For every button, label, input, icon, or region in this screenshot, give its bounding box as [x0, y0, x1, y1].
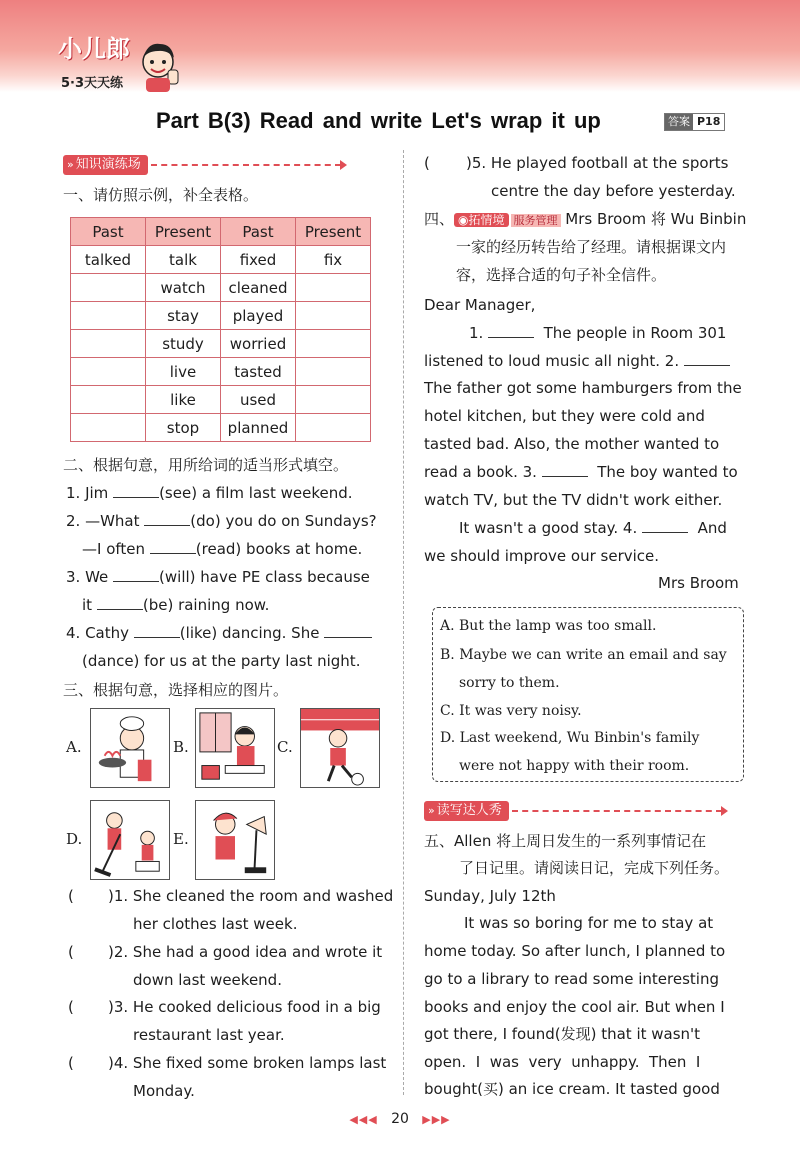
table-row — [71, 274, 371, 302]
table-cell[interactable] — [296, 330, 371, 358]
left-triangles-icon: ◀◀◀ — [349, 1113, 378, 1126]
paren[interactable]: ( — [68, 887, 74, 905]
section-knowledge — [63, 154, 341, 176]
paren[interactable]: ( — [424, 154, 430, 172]
pic-label: C. — [277, 738, 293, 756]
q2-line: it (be) raining now. — [82, 596, 270, 614]
pic-label: A. — [66, 738, 82, 756]
table-cell[interactable] — [71, 386, 146, 414]
table-cell: planned — [221, 414, 296, 442]
match-q1: )1. She cleaned the room and washed — [108, 887, 394, 905]
verb-table — [70, 217, 371, 442]
q2-title: 二、根据句意，用所给词的适当形式填空。 — [63, 456, 349, 474]
page-title: Part B(3) Read and write Let's wrap it up — [156, 108, 601, 133]
q2-line: (dance) for us at the party last night. — [82, 652, 361, 670]
table-cell: like — [146, 386, 221, 414]
match-q4-cont: Monday. — [133, 1082, 195, 1100]
table-cell: study — [146, 330, 221, 358]
answer-blank[interactable] — [113, 568, 159, 582]
boy-football-icon[interactable] — [300, 708, 380, 788]
q1-title: 一、请仿照示例，补全表格。 — [63, 186, 259, 204]
table-cell: live — [146, 358, 221, 386]
match-q2: )2. She had a good idea and wrote it — [108, 943, 383, 961]
q4-line3: 容，选择合适的句子补全信件。 — [456, 266, 667, 284]
brand-subtitle: 5·3天天练 — [61, 76, 124, 91]
diary-line: got there, I found(发现) that it wasn't — [424, 1025, 701, 1043]
match-q3-cont: restaurant last year. — [133, 1026, 285, 1044]
service-tag: 服务管理 — [511, 214, 561, 227]
table-cell[interactable] — [296, 274, 371, 302]
q2-line: —I often (read) books at home. — [82, 540, 363, 558]
table-row — [71, 330, 371, 358]
letter-line: we should improve our service. — [424, 547, 660, 565]
answer-blank[interactable] — [684, 352, 730, 366]
option-a: A. But the lamp was too small. — [440, 618, 657, 634]
fixing-lamp-icon[interactable] — [195, 800, 275, 880]
diary-line: It was so boring for me to stay at — [464, 914, 714, 932]
table-cell: cleaned — [221, 274, 296, 302]
col-header: Past — [71, 218, 146, 246]
table-cell[interactable] — [296, 358, 371, 386]
letter-line: 1. The people in Room 301 — [469, 324, 727, 342]
match-q4: )4. She fixed some broken lamps last — [108, 1054, 387, 1072]
diary-line: home today. So after lunch, I planned to — [424, 942, 726, 960]
q3-title: 三、根据句意，选择相应的图片。 — [63, 681, 289, 699]
option-b: B. Maybe we can write an email and say — [440, 647, 727, 663]
answer-key-label: 答案 — [665, 114, 693, 130]
table-cell: tasted — [221, 358, 296, 386]
answer-blank[interactable] — [144, 512, 190, 526]
answer-blank[interactable] — [324, 624, 372, 638]
pic-label: B. — [173, 738, 189, 756]
option-d-cont: were not happy with their room. — [459, 758, 690, 774]
q2-line: 4. Cathy (like) dancing. She — [66, 623, 372, 643]
option-d: D. Last weekend, Wu Binbin's family — [440, 730, 700, 746]
column-divider — [403, 150, 404, 1095]
option-b-cont: sorry to them. — [459, 675, 560, 691]
q4-line: 四、 ◉拓情境 服务管理 Mrs Broom 将 Wu Binbin — [424, 210, 747, 228]
answer-blank[interactable] — [488, 324, 534, 338]
table-cell[interactable] — [71, 330, 146, 358]
letter-signature: Mrs Broom — [658, 574, 739, 592]
table-row — [71, 414, 371, 442]
page-number: 20 — [391, 1111, 409, 1127]
pic-label: D. — [66, 830, 83, 848]
match-q5-cont: centre the day before yesterday. — [491, 182, 736, 200]
q2-line: 1. Jim (see) a film last weekend. — [66, 484, 353, 502]
section-dash — [512, 810, 722, 812]
table-cell: fixed — [221, 246, 296, 274]
letter-line: hotel kitchen, but they were cold and — [424, 407, 705, 425]
answer-blank[interactable] — [97, 596, 143, 610]
match-q2-cont: down last weekend. — [133, 971, 282, 989]
diary-line: open. I was very unhappy. Then I — [424, 1053, 701, 1071]
section-reading — [424, 800, 722, 822]
section-tag: » 读写达人秀 — [424, 801, 509, 821]
cleaning-room-icon[interactable] — [90, 800, 170, 880]
table-cell: talk — [146, 246, 221, 274]
table-cell[interactable] — [296, 414, 371, 442]
diary-date: Sunday, July 12th — [424, 887, 556, 905]
answer-blank[interactable] — [542, 463, 588, 477]
table-cell[interactable] — [296, 302, 371, 330]
col-header: Past — [221, 218, 296, 246]
diary-line: go to a library to read some interesting — [424, 970, 719, 988]
table-row — [71, 246, 371, 274]
table-row — [71, 302, 371, 330]
table-cell[interactable] — [296, 386, 371, 414]
table-row — [71, 358, 371, 386]
table-cell: played — [221, 302, 296, 330]
table-cell[interactable] — [71, 414, 146, 442]
paren[interactable]: ( — [68, 998, 74, 1016]
match-q5: )5. He played football at the sports — [466, 154, 729, 172]
table-cell: worried — [221, 330, 296, 358]
answer-blank[interactable] — [134, 624, 180, 638]
table-cell[interactable] — [71, 274, 146, 302]
option-c: C. It was very noisy. — [440, 703, 582, 719]
pic-label: E. — [173, 830, 189, 848]
context-tag: ◉拓情境 — [454, 213, 509, 227]
chef-cooking-icon[interactable] — [90, 708, 170, 788]
girl-writing-icon[interactable] — [195, 708, 275, 788]
mascot-icon — [138, 38, 182, 92]
table-cell[interactable]: talked — [71, 246, 146, 274]
table-cell: stop — [146, 414, 221, 442]
letter-line: listened to loud music all night. 2. — [424, 351, 730, 371]
right-triangles-icon: ▶▶▶ — [422, 1113, 451, 1126]
paren[interactable]: ( — [68, 943, 74, 961]
match-q3: )3. He cooked delicious food in a big — [108, 998, 381, 1016]
answer-blank[interactable] — [150, 540, 196, 554]
table-cell[interactable]: fix — [296, 246, 371, 274]
q5-line1: 五、Allen 将上周日发生的一系列事情记在 — [424, 832, 707, 850]
col-header: Present — [296, 218, 371, 246]
table-cell: used — [221, 386, 296, 414]
q2-line: 2. —What (do) you do on Sundays? — [66, 512, 377, 530]
letter-greeting: Dear Manager, — [424, 296, 536, 314]
q4-number: 四、 — [424, 210, 455, 228]
section-tag: » 知识演练场 — [63, 155, 148, 175]
table-cell[interactable] — [71, 358, 146, 386]
table-row — [71, 386, 371, 414]
q5-line2: 了日记里。请阅读日记，完成下列任务。 — [459, 859, 730, 877]
table-header-row — [71, 218, 371, 246]
letter-line: tasted bad. Also, the mother wanted to — [424, 435, 720, 453]
page-footer — [0, 1111, 800, 1127]
table-cell[interactable] — [71, 302, 146, 330]
brand-logo: 小儿郎 — [58, 35, 130, 63]
match-q1-cont: her clothes last week. — [133, 915, 298, 933]
table-cell: stay — [146, 302, 221, 330]
answer-key-badge — [664, 113, 725, 131]
q4-line2: 一家的经历转告给了经理。请根据课文内 — [456, 238, 727, 256]
letter-line: The father got some hamburgers from the — [424, 379, 742, 397]
diary-line: bought(买) an ice cream. It tasted good — [424, 1080, 720, 1098]
col-header: Present — [146, 218, 221, 246]
table-cell: watch — [146, 274, 221, 302]
paren[interactable]: ( — [68, 1054, 74, 1072]
letter-line: read a book. 3. The boy wanted to — [424, 463, 738, 481]
answer-blank[interactable] — [113, 484, 159, 498]
section-dash — [151, 164, 341, 166]
letter-line: watch TV, but the TV didn't work either. — [424, 491, 723, 509]
q2-line: 3. We (will) have PE class because — [66, 568, 370, 586]
answer-page: P18 — [697, 115, 721, 128]
answer-blank[interactable] — [642, 519, 688, 533]
letter-line: It wasn't a good stay. 4. And — [459, 519, 727, 537]
diary-line: books and enjoy the cool air. But when I — [424, 998, 725, 1016]
